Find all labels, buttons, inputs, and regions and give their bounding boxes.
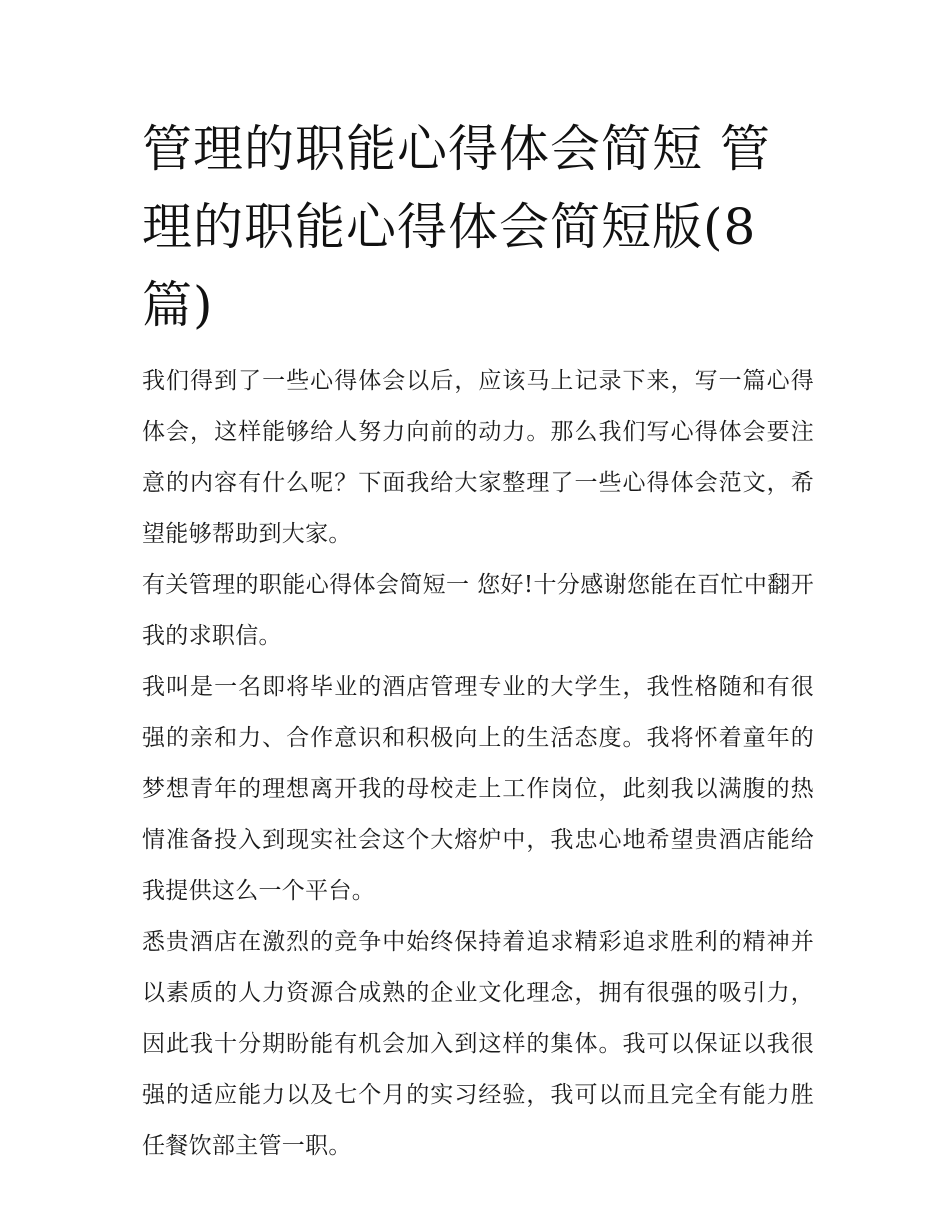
document-body <box>142 356 814 1172</box>
document-title: 管理的职能心得体会简短 管理的职能心得体会简短版(8 篇) <box>142 120 771 334</box>
paragraph-intro: 我们得到了一些心得体会以后，应该马上记录下来，写一篇心得体会，这样能够给人努力向前的动力。那么我们写心得体会要注意的内容有什么呢？下面我给大家整理了一些心得体会范文，希望能够帮助到大家。 <box>142 368 814 547</box>
paragraph-hotel-praise: 悉贵酒店在激烈的竞争中始终保持着追求精彩追求胜利的精神并以素质的人力资源合成熟的企业文化理念，拥有很强的吸引力，因此我十分期盼能有机会加入到这样的集体。我可以保证以我很强的适应能力以及七个月的实习经验，我可以而且完全有能力胜任餐饮部主管一职。 <box>142 929 814 1159</box>
paragraph-greeting: 有关管理的职能心得体会简短一 您好!十分感谢您能在百忙中翻开我的求职信。 <box>142 572 814 649</box>
paragraph-self-introduction: 我叫是一名即将毕业的酒店管理专业的大学生，我性格随和有很强的亲和力、合作意识和积极向上的生活态度。我将怀着童年的梦想青年的理想离开我的母校走上工作岗位，此刻我以满腹的热情准备投入到现实社会这个大熔炉中，我忠心地希望贵酒店能给我提供这么一个平台。 <box>142 674 814 904</box>
document-page <box>142 110 814 1172</box>
